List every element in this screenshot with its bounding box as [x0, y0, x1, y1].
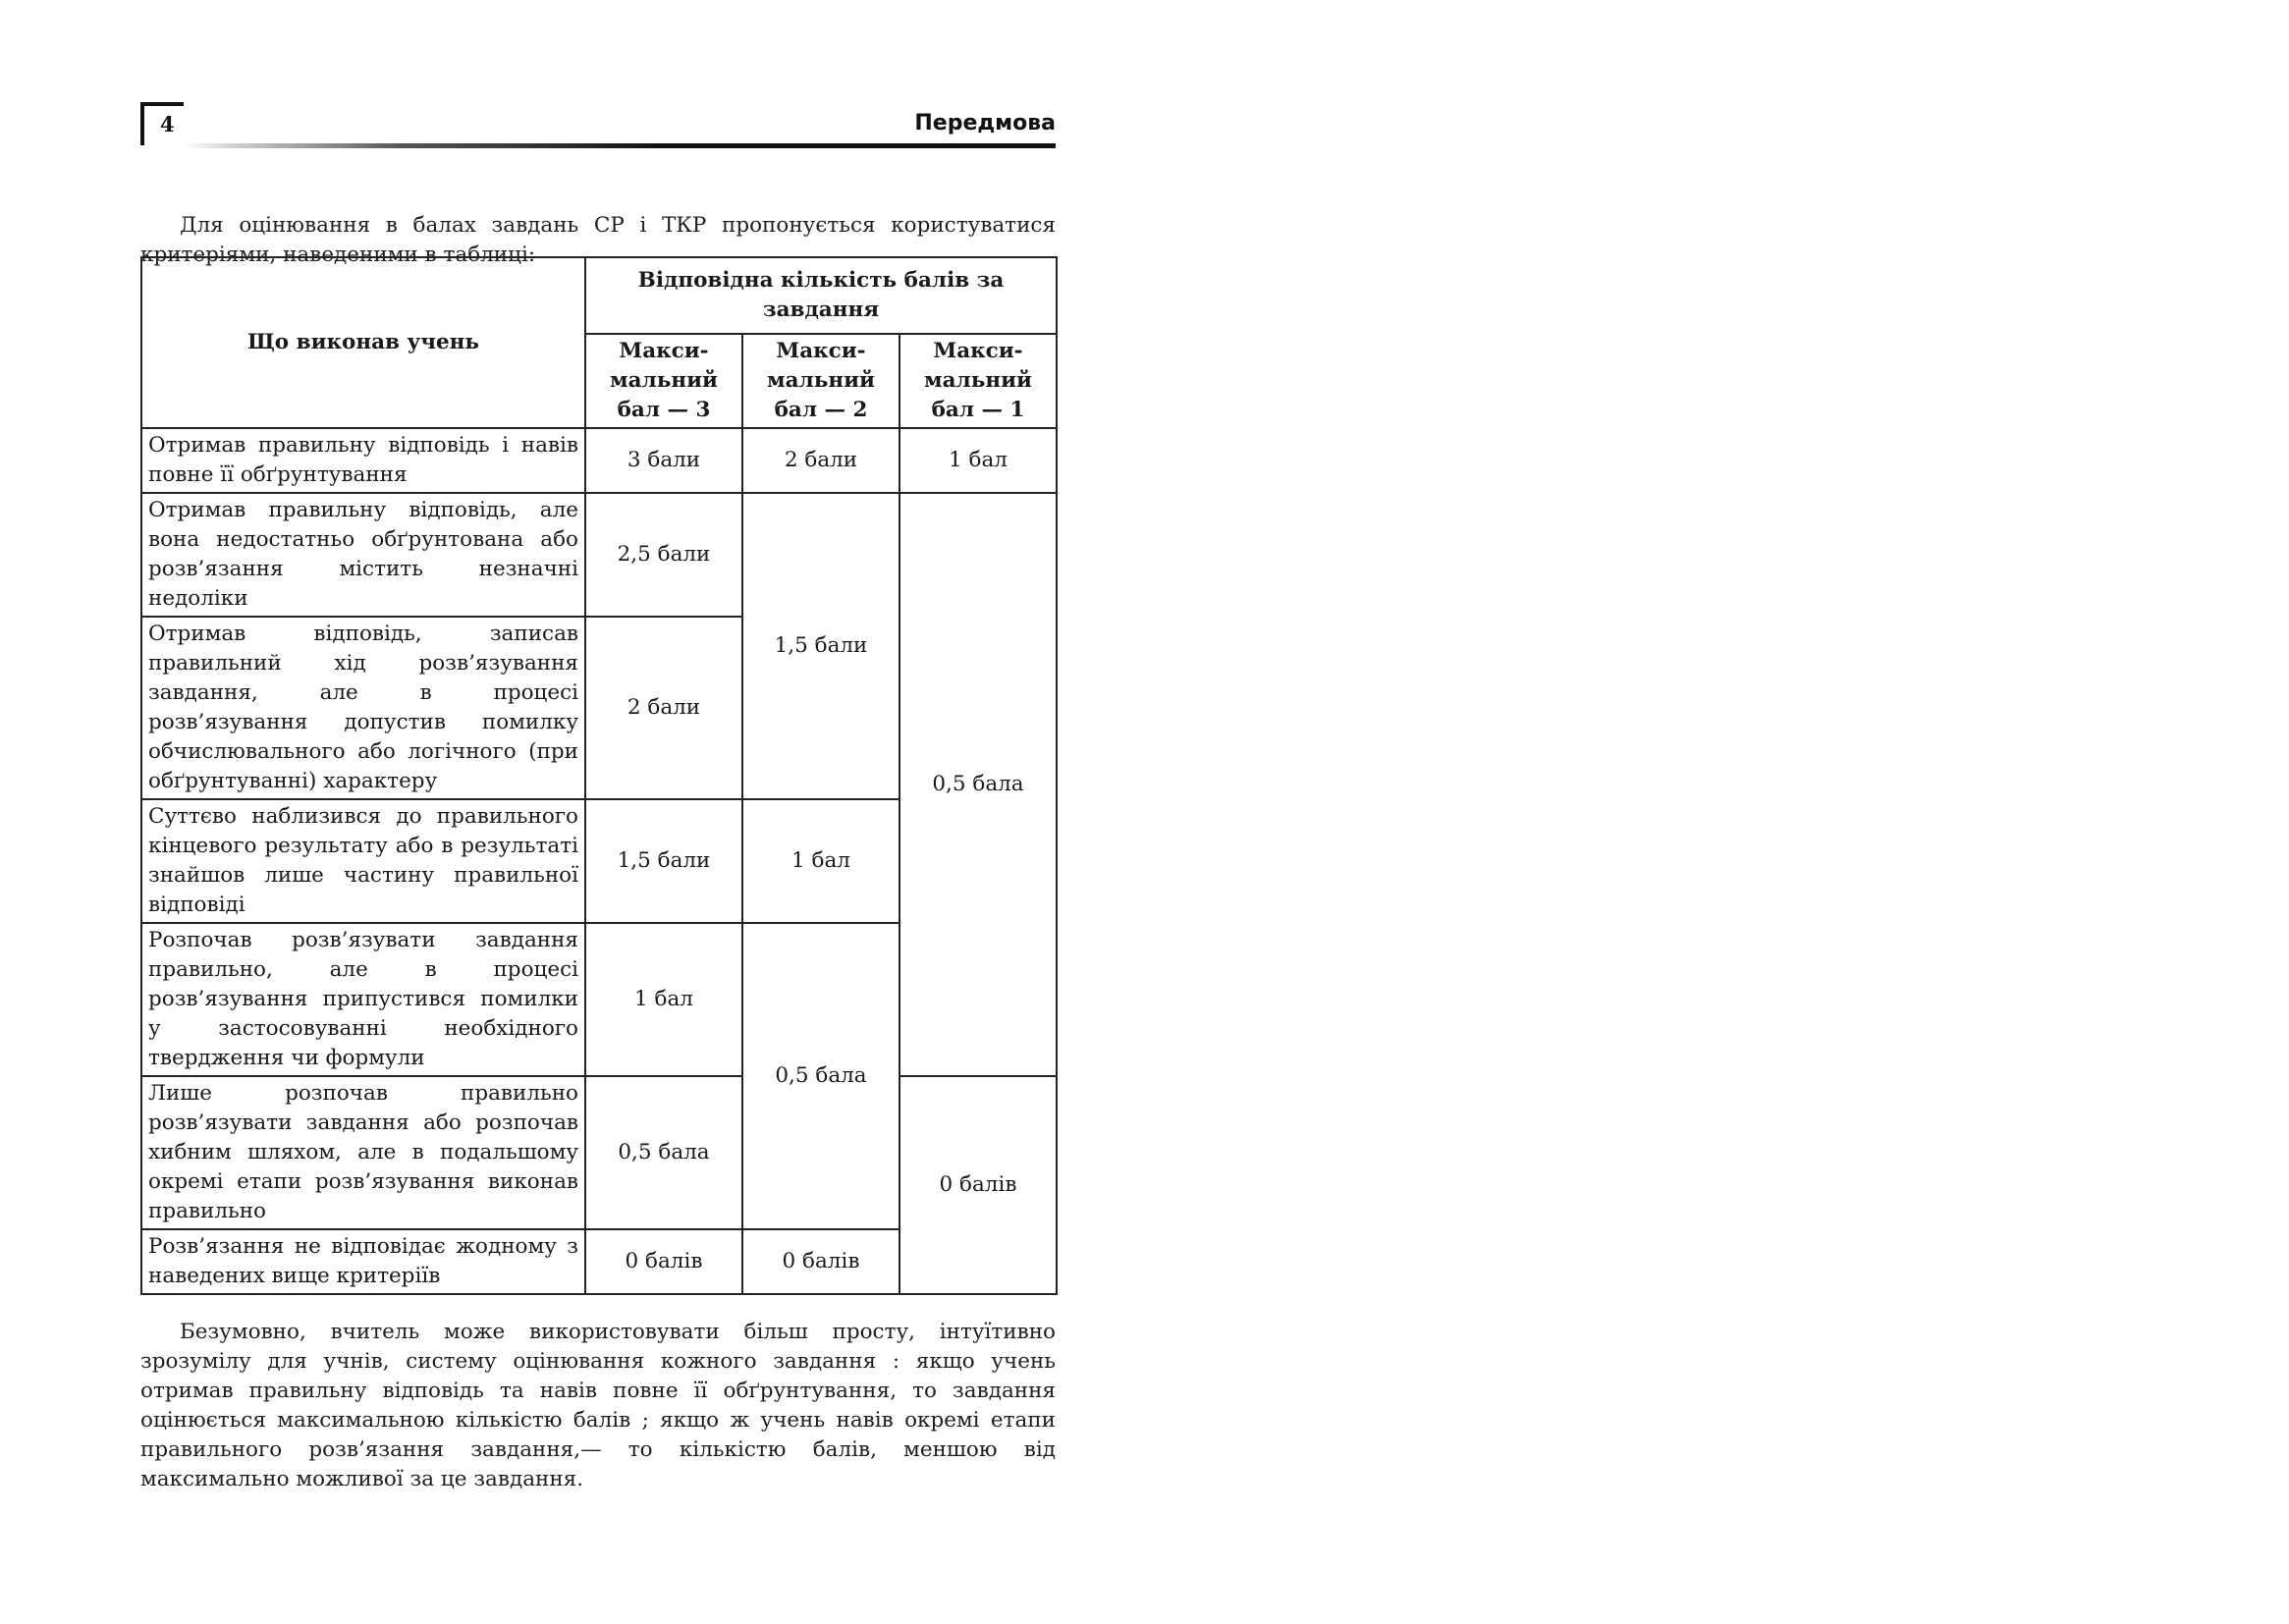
score-max3: 0 балів [585, 1229, 742, 1294]
header-score-group: Відповідна кількість балів за завдання [585, 257, 1057, 334]
score-max1: 1 бал [899, 428, 1057, 493]
score-max3: 1,5 бали [585, 799, 742, 923]
score-max3: 2,5 бали [585, 493, 742, 617]
header-max-1: Макси-мальний бал — 1 [899, 334, 1057, 428]
header-max-2: Макси-мальний бал — 2 [742, 334, 899, 428]
criterion-description: Лише розпочав правильно розв’язувати завдання або розпочав хибним шляхом, але в подальшому окремі етапи розв’язування виконав правильно [141, 1076, 585, 1229]
table-row [141, 428, 1057, 493]
intro-paragraph: Для оцінювання в балах завдань СР і ТКР пропонується користуватися критеріями, наведеними в таблиці: [140, 212, 1056, 267]
table-row [141, 1076, 1057, 1229]
criteria-table-wrapper [140, 256, 1056, 1295]
score-max2: 1 бал [742, 799, 899, 923]
running-title: Передмова [914, 111, 1056, 135]
criterion-description: Суттєво наблизився до правильного кінцевого результату або в результаті знайшов лише частину правильної відповіді [141, 799, 585, 923]
page-header [140, 102, 1056, 149]
score-max1: 0,5 бала [899, 493, 1057, 1076]
score-max1: 0 балів [899, 1076, 1057, 1294]
score-max3: 1 бал [585, 923, 742, 1076]
header-student-column: Що виконав учень [141, 257, 585, 428]
score-max3: 0,5 бала [585, 1076, 742, 1229]
criterion-description: Розв’язання не відповідає жодному з наведених вище критеріїв [141, 1229, 585, 1294]
table-header-row [141, 257, 1057, 334]
criteria-table [140, 256, 1058, 1295]
criterion-description: Отримав правильну відповідь і навів повне її обґрунтування [141, 428, 585, 493]
score-max3: 2 бали [585, 617, 742, 799]
score-max3: 3 бали [585, 428, 742, 493]
header-rule [184, 143, 1056, 148]
criterion-description: Отримав відповідь, записав правильний хід розв’язування завдання, але в процесі розв’язування допустив помилку обчислювального або логічного (при обґрунтуванні) характеру [141, 617, 585, 799]
header-max-3: Макси-мальний бал — 3 [585, 334, 742, 428]
criterion-description: Розпочав розв’язувати завдання правильно, але в процесі розв’язування припустився помилки у застосовуванні необхідного твердження чи формули [141, 923, 585, 1076]
score-max2: 2 бали [742, 428, 899, 493]
page-number: 4 [160, 112, 175, 136]
score-max2: 0,5 бала [742, 923, 899, 1229]
closing-paragraph: Безумовно, вчитель може використовувати більш просту, інтуїтивно зрозумілу для учнів, систему оцінювання кожного завдання : якщо учень отримав правильну відповідь та навів повне її обґрунтування, то завдання оцінюється максимальною кількістю балів ; якщо ж учень навів окремі етапи правильного розв’язання завдання,— то кількістю балів, меншою від максимально можливої за це завдання. [140, 1319, 1056, 1491]
score-max2: 1,5 бали [742, 493, 899, 799]
table-row [141, 493, 1057, 617]
criterion-description: Отримав правильну відповідь, але вона недостатньо обґрунтована або розв’язання містить незначні недоліки [141, 493, 585, 617]
score-max2: 0 балів [742, 1229, 899, 1294]
